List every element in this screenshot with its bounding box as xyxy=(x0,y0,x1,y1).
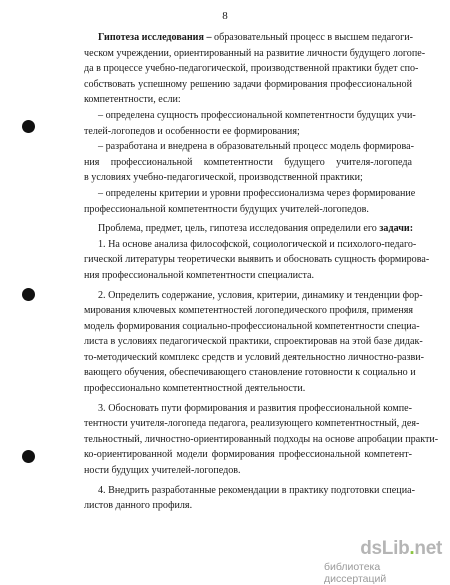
text-line: листов данного профиля. xyxy=(84,500,193,512)
text-line: то-методический комплекс средств и условий деятельностно личностно-разви- xyxy=(84,351,424,363)
punch-hole-mark xyxy=(22,120,35,133)
text-line: тельностный, личностно-ориентированный подходы на основе апробации практи- xyxy=(84,433,439,445)
text-line xyxy=(84,30,412,46)
tasks-heading: задачи xyxy=(379,223,410,235)
body-text xyxy=(84,30,439,514)
watermark-logo xyxy=(360,538,442,560)
text-line: модель формирования социально-профессиональной компетентности специа- xyxy=(84,320,420,332)
task-item xyxy=(84,483,415,514)
text-line: ности будущих учителей-логопедов. xyxy=(84,465,241,477)
text-line: гической литературы теоретически выявить и обосновать сущность формирова- xyxy=(84,254,430,266)
text-line: 2. Определить содержание, условия, критерии, динамику и тенденции фор- xyxy=(98,289,423,301)
hypothesis-paragraph xyxy=(84,30,426,108)
text-line: в условиях учебно-педагогической, производственной практики; xyxy=(84,172,363,184)
text-line: телей-логопедов и особенности ее формирования; xyxy=(84,125,300,137)
task-item xyxy=(84,288,424,397)
text-line: профессионально компетентностной деятельности. xyxy=(84,383,306,395)
text-line: тентности учителя-логопеда педагога, реализующего компетентностный, дея- xyxy=(84,418,420,430)
text-line: – определены критерии и уровни профессионализма через формирование xyxy=(98,187,416,199)
tasks-intro xyxy=(84,221,412,237)
hypothesis-heading: Гипотеза исследования – xyxy=(98,32,212,43)
task-item xyxy=(84,401,439,479)
text-line: профессиональной компетентности будущих учителей-логопедов. xyxy=(84,203,369,215)
text-fragment: Проблема, предмет, цель, гипотеза исследования определили его xyxy=(98,223,377,235)
text-line: – разработана и внедрена в образовательный процесс модель формирова- xyxy=(98,141,414,153)
text-line: ко-ориентированной модели формирования профессиональной компетент- xyxy=(84,449,412,461)
text-fragment: образовательный процесс в высшем педагоги- xyxy=(214,32,414,43)
punch-hole-mark xyxy=(22,450,35,463)
condition-item xyxy=(84,139,412,186)
text-line: ния профессиональной компетентности будущего учителя-логопеда xyxy=(84,156,412,168)
text-line: да в процессе учебно-педагогической, производственной практики будет спо- xyxy=(84,63,419,75)
text-line: собствовать успешному решению задачи формирования профессиональной xyxy=(84,78,412,90)
watermark-brand-suffix: net xyxy=(414,538,442,559)
text-fragment: : xyxy=(409,223,414,235)
text-line: вающего обучения, обеспечивающего становление готовности к социально и xyxy=(84,367,416,379)
punch-hole-mark xyxy=(22,288,35,301)
text-line: ния профессиональной компетентности специалиста. xyxy=(84,269,315,281)
text-line: 1. На основе анализа философской, социологической и психолого-педаго- xyxy=(98,238,417,250)
text-line: компетентности, если: xyxy=(84,94,181,106)
condition-item xyxy=(84,108,416,139)
text-line: листа в условиях педагогической практики, спроектировав на этой базе дидак- xyxy=(84,336,423,348)
text-line: 3. Обосновать пути формирования и развития профессиональной компе- xyxy=(98,402,412,414)
condition-item xyxy=(84,186,416,217)
watermark-brand-dot: . xyxy=(409,538,415,559)
watermark-brand-prefix: dsLib xyxy=(360,538,410,559)
text-line: – определена сущность профессиональной компетентности будущих учи- xyxy=(98,109,416,121)
text-line: мирования ключевых компетентностей логопедического профиля, применяя xyxy=(84,305,414,317)
watermark-tagline: библиотека диссертаций xyxy=(324,561,387,585)
text-line: 4. Внедрить разработанные рекомендации в практику подготовки специа- xyxy=(98,484,415,496)
text-line xyxy=(84,221,412,237)
page-number: 8 xyxy=(222,10,228,22)
dslib-watermark xyxy=(324,538,442,585)
task-item xyxy=(84,237,430,284)
text-line: ческом учреждении, ориентированный на развитие личности будущего логопе- xyxy=(84,47,426,59)
